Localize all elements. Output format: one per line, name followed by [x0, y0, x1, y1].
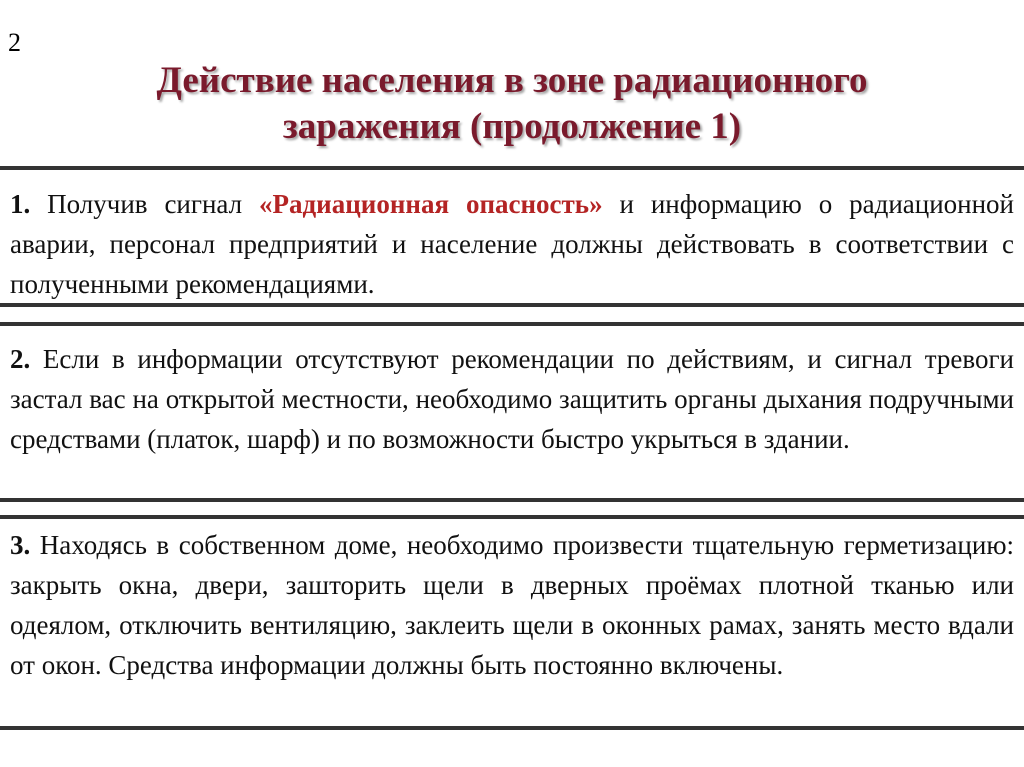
block-number: 2.	[10, 344, 31, 374]
block-text: Находясь в собственном доме, необходимо произвести тщательную герметизацию: закрыть окна, двери, зашторить щели в дверных проёмах плотной тканью или одеялом, отключить вентиляцию, заклеить щели в оконных рамах, занять место вдали от окон. Средства информации должны быть постоянно включены.	[10, 530, 1014, 680]
title-line-1: Действие населения в зоне радиационного	[156, 60, 868, 101]
title-line-2: заражения (продолжение 1)	[282, 106, 742, 147]
instruction-block-2	[0, 322, 1024, 502]
block-number: 1.	[10, 189, 31, 219]
block-text: и информацию о радиационной аварии, персонал предприятий и население должны действовать в соответствии с полученными рекомендациями.	[10, 189, 1014, 299]
block-text: Если в информации отсутствуют рекомендации по действиям, и сигнал тревоги застал вас на открытой местности, необходимо защитить органы дыхания подручными средствами (платок, шарф) и по возможности быстро укрыться в здании.	[10, 344, 1014, 454]
instruction-block-3	[0, 515, 1024, 730]
slide-title	[0, 58, 1024, 150]
signal-highlight: «Радиационная опасность»	[259, 189, 603, 219]
slide-number: 2	[8, 28, 21, 57]
block-number: 3.	[10, 530, 31, 560]
block-text: Получив сигнал	[30, 189, 260, 219]
instruction-block-1	[0, 166, 1024, 307]
